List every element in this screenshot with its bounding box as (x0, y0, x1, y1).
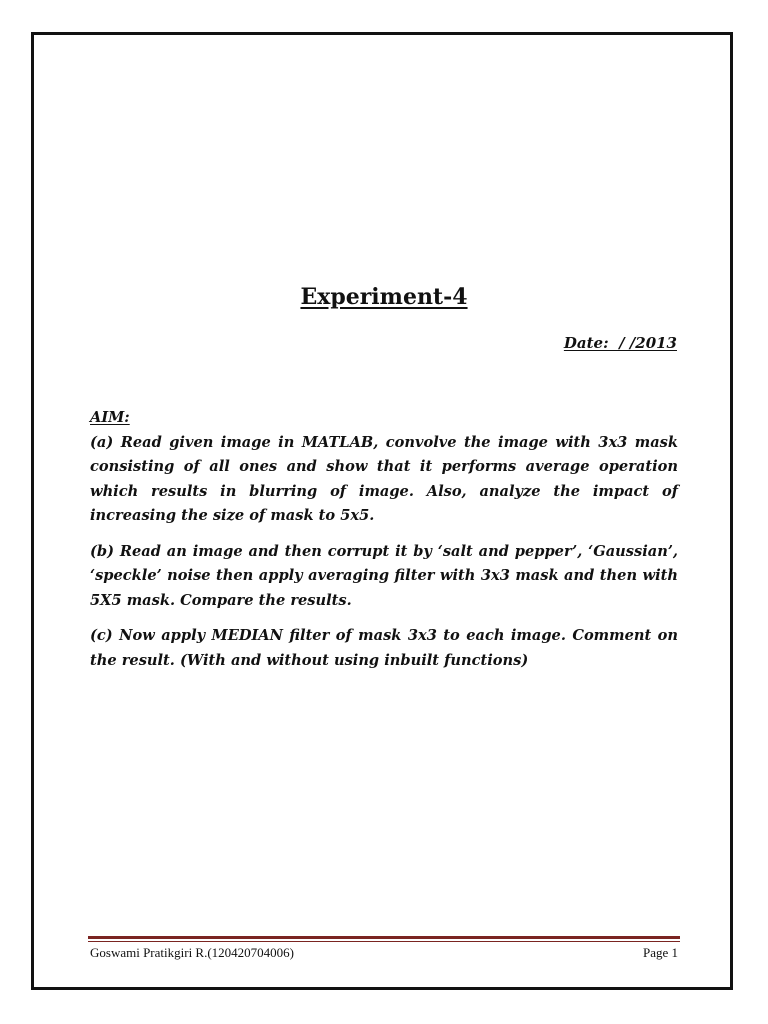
aim-part-c: (c) Now apply MEDIAN filter of mask 3x3 to each image. Comment on the result. (With and without using inbuilt functions) (90, 627, 678, 669)
page-title (0, 284, 768, 310)
date-line: Date: / /2013 (563, 334, 677, 352)
footer-rule-thin (88, 941, 680, 942)
footer-author: Goswami Pratikgiri R.(120420704006) (90, 945, 295, 960)
aim-heading: AIM: (90, 409, 130, 426)
title-text: Experiment-4 (300, 284, 468, 310)
aim-part-b: (b) Read an image and then corrupt it by ‘salt and pepper’, ‘Gaussian’, ‘speckle’ noise then apply averaging filter with 3x3 mask and then with 5X5 mask. Compare the results. (90, 542, 678, 609)
footer-page-number: Page 1 (642, 945, 678, 960)
aim-part-a: (a) Read given image in MATLAB, convolve the image with 3x3 mask consisting of all ones and show that it performs average operation which results in blurring of image. Also, analyze the impact of increasing the size of mask to 5x5. (90, 433, 678, 524)
footer-rule-thick (88, 936, 680, 939)
aim-section (90, 406, 678, 684)
